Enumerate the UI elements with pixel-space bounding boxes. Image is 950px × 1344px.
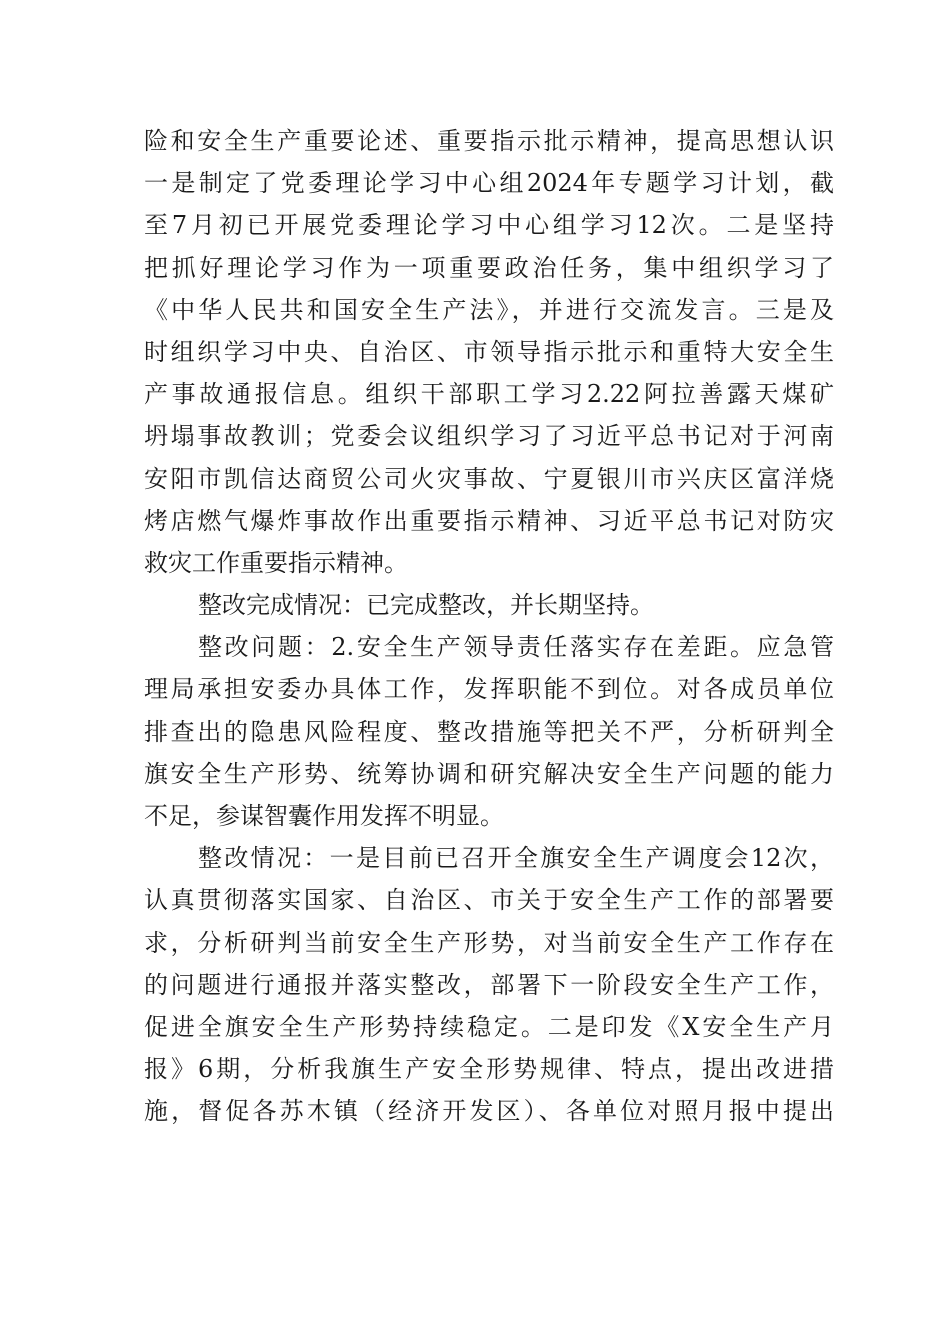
text-line-10: 烤店燃气爆炸事故作出重要指示精神、习近平总书记对防灾: [144, 506, 834, 535]
text-line-18: 整改情况：一是目前已召开全旗安全生产调度会12次，: [198, 844, 834, 873]
text-line-16: 旗安全生产形势、统筹协调和研究解决安全生产问题的能力: [144, 759, 834, 788]
text-line-02: 一是制定了党委理论学习中心组2024年专题学习计划，截: [144, 169, 834, 198]
text-line-07: 产事故通报信息。组织干部职工学习2.22阿拉善露天煤矿: [144, 380, 834, 409]
text-line-11: 救灾工作重要指示精神。: [144, 548, 408, 577]
text-line-04: 把抓好理论学习作为一项重要政治任务，集中组织学习了: [144, 253, 834, 282]
text-line-05: 《中华人民共和国安全生产法》，并进行交流发言。三是及: [144, 295, 834, 324]
text-line-01: 险和安全生产重要论述、重要指示批示精神，提高思想认识: [144, 127, 834, 155]
text-line-06: 时组织学习中央、自治区、市领导指示批示和重特大安全生: [144, 337, 834, 366]
text-line-08: 坍塌事故教训；党委会议组织学习了习近平总书记对于河南: [144, 422, 834, 451]
text-line-21: 的问题进行通报并落实整改，部署下一阶段安全生产工作，: [144, 970, 834, 999]
text-line-19: 认真贯彻落实国家、自治区、市关于安全生产工作的部署要: [144, 886, 834, 915]
text-line-12: 整改完成情况：已完成整改，并长期坚持。: [198, 591, 654, 620]
text-line-03: 至7月初已开展党委理论学习中心组学习12次。二是坚持: [144, 211, 834, 240]
text-line-15: 排查出的隐患风险程度、整改措施等把关不严，分析研判全: [144, 717, 834, 746]
text-line-23: 报》6期，分析我旗生产安全形势规律、特点，提出改进措: [144, 1055, 834, 1084]
text-line-13: 整改问题：2.安全生产领导责任落实存在差距。应急管: [198, 633, 834, 662]
text-line-09: 安阳市凯信达商贸公司火灾事故、宁夏银川市兴庆区富洋烧: [144, 464, 834, 493]
text-line-24: 施，督促各苏木镇（经济开发区）、各单位对照月报中提出: [144, 1097, 834, 1126]
text-line-14: 理局承担安委办具体工作，发挥职能不到位。对各成员单位: [144, 675, 834, 704]
text-line-20: 求，分析研判当前安全生产形势，对当前安全生产工作存在: [144, 928, 834, 957]
document-page: [144, 120, 834, 1133]
text-line-22: 促进全旗安全生产形势持续稳定。二是印发《X安全生产月: [144, 1012, 834, 1041]
text-line-17: 不足，参谋智囊作用发挥不明显。: [144, 802, 504, 830]
